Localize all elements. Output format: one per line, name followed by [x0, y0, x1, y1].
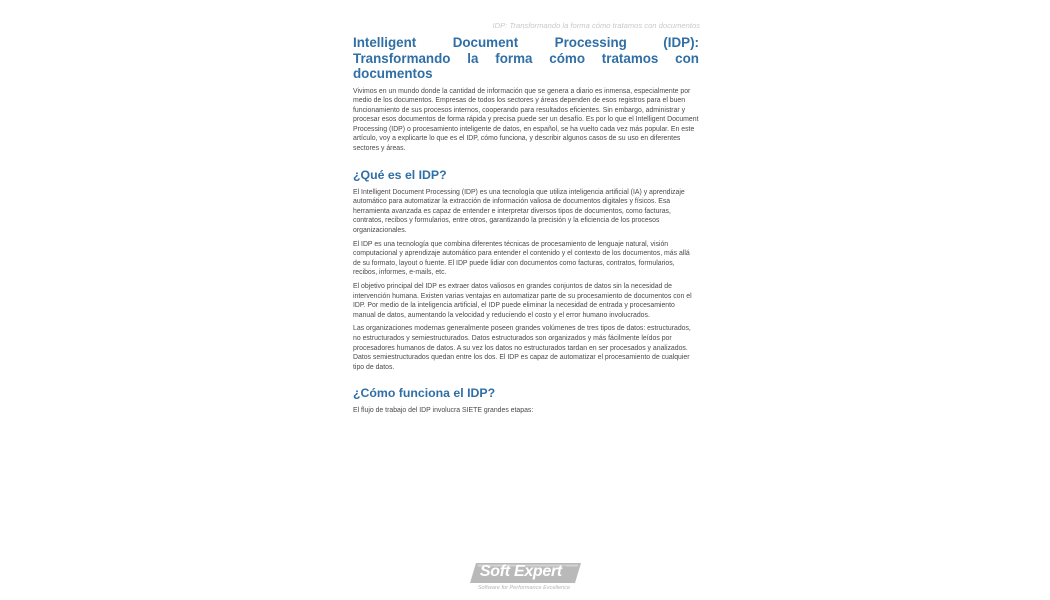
paragraph: El Intelligent Document Processing (IDP) es una tecnología que utiliza inteligencia artificial (IA) y aprendizaje automático para automatizar la extracción de información valiosa de documentos digitales y físicos. Esa herramienta avanzada es capaz de entender e interpretar diversos tipos de documentos, como facturas, contratos, recibos y formularios, entre otros, garantizando la precisión y la eficiencia de los procesos organizacionales.: [353, 188, 685, 235]
softexpert-logo: [466, 562, 586, 594]
logo-text: [466, 563, 580, 581]
paragraph: El flujo de trabajo del IDP involucra SIETE grandes etapas:: [353, 407, 534, 415]
running-header: IDP: Transformando la forma cómo tratamos con documentos: [492, 21, 700, 30]
article-content: [353, 35, 699, 420]
section-heading-que-es: ¿Qué es el IDP?: [353, 167, 447, 182]
document-title: Intelligent Document Processing (IDP): Transformando la forma cómo tratamos con documentos: [353, 35, 699, 81]
registered-symbol: ®: [561, 565, 567, 572]
intro-paragraph: Vivimos en un mundo donde la cantidad de información que se genera a diario es inmensa, especialmente por medio de los documentos. Empresas de todos los sectores y áreas dependen de esos registros para el buen funcionamiento de sus procesos internos, cooperando para resultados eficientes. Sin embargo, administrar y procesar esos documentos de forma rápida y precisa puede ser un desafío. Es por lo que el Intelligent Document Processing (IDP) o procesamiento inteligente de datos, en español, se ha vuelto cada vez más popular. En este artículo, voy a explicarte lo que es el IDP, cómo funciona, y describir algunos casos de su uso en diferentes sectores y áreas.: [353, 87, 699, 153]
logo-tagline: Software for Performance Excellence: [477, 585, 571, 591]
paragraph: El objetivo principal del IDP es extraer datos valiosos en grandes conjuntos de datos sin la necesidad de intervención humana. Existen varias ventajas en automatizar parte de su procesamiento de documentos con el IDP. Por medio de la inteligencia artificial, el IDP puede eliminar la necesidad de entrada y procesamiento manual de datos, aumentando la velocidad y reduciendo el costo y el error humano involucrados.: [353, 283, 692, 319]
paragraph: Las organizaciones modernas generalmente poseen grandes volúmenes de tres tipos de datos: estructurados, no estructurados y semiestructurados. Datos estructurados son organizados y más fácilmente leídos por procesadores humanos de datos. A su vez los datos no estructurados tardan en ser procesados y analizados. Datos semiestructurados quedan entre los dos. El IDP es capaz de automatizar el procesamiento de cualquier tipo de datos.: [353, 325, 691, 371]
paragraph: El IDP es una tecnología que combina diferentes técnicas de procesamiento de lenguaje natural, visión computacional y aprendizaje automático para entender el contenido y el contexto de los documentos, más allá de su formato, layout o fuente. El IDP puede lidiar con documentos como facturas, contratos, formularios, recibos, informes, e-mails, etc.: [353, 240, 690, 277]
logo-wordmark: Soft Expert: [479, 563, 562, 580]
section-heading-como-funciona: ¿Cómo funciona el IDP?: [353, 386, 496, 401]
